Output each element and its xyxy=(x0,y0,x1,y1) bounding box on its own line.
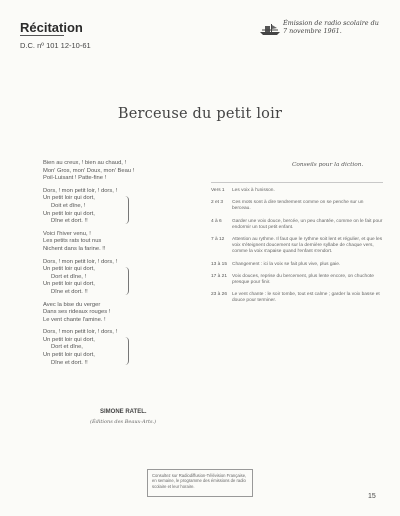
poem-line: Un petit loir qui dort, xyxy=(43,210,95,217)
note-ref: 23 à 26 xyxy=(211,292,228,298)
poem-line: Dîne et dort. !! xyxy=(51,218,88,225)
poem-line: Poil-Luisant ! Patte-fine ! xyxy=(43,175,107,182)
poem-line: Un petit loir qui dort, xyxy=(43,336,95,343)
diction-note xyxy=(211,200,383,212)
note-text: Ces mots sont à dire tendrement comme on se penche sur un berceau. xyxy=(232,200,364,212)
page-title: Berceuse du petit loir xyxy=(117,106,283,122)
section-heading: Récitation xyxy=(20,20,83,35)
poem-line: Mon' Gros, mon' Doux, mon' Beau ! xyxy=(43,167,135,174)
poem-line: Dors, ! mon petit loir, ! dors, ! xyxy=(43,329,118,336)
poem xyxy=(43,160,193,372)
poem-line: Voici l'hiver venu, ! xyxy=(43,230,91,237)
poem-line: Un petit loir qui dort, xyxy=(43,281,95,288)
note-text: Attention au rythme. Il faut que le rythme soit lent et régulier, et que les voix s'éteignent doucement sur la dernière syllabe de chaque vers, comme la voix s'apaise quand l'enfant s'endort. xyxy=(232,237,383,255)
poem-line: Dort et dîne, xyxy=(51,344,83,351)
poem-line: Doit et dîne, ! xyxy=(51,202,86,209)
note-ref: 13 à 15 xyxy=(211,261,228,267)
poem-line: Dors, ! mon petit loir, ! dors, ! xyxy=(43,187,118,194)
poem-line: Dîne et dort. !! xyxy=(51,288,88,295)
note-text: Les voix à l'unisson. xyxy=(232,188,275,193)
poem-brace xyxy=(125,337,129,365)
note-text: Voix douces, reprise du bercement, plus lente encore, on chuchote presque pour finir. xyxy=(232,273,374,286)
footer-notice-box: Consultez sur Radiodiffusion-Télévision Française, en semaine, le programme des émissions de radio scolaire et leur horaire. xyxy=(147,469,253,497)
broadcast-note: Émission de radio scolaire du 7 novembre 1961. xyxy=(283,19,379,35)
note-divider xyxy=(211,182,383,183)
diction-advice-heading: Conseils pour la diction. xyxy=(292,162,364,168)
poem-stanza xyxy=(43,329,193,367)
poem-stanza xyxy=(43,231,193,254)
poem-source: (Éditions des Beaux-Arts.) xyxy=(90,419,157,425)
note-ref: 17 à 21 xyxy=(211,273,228,279)
note-ref: 7 à 12 xyxy=(211,237,225,243)
note-text: Garder une voix douce, bercée, un peu chantée, comme on le fait pour endormir un tout petit enfant. xyxy=(232,218,383,230)
note-ref: 2 et 3 xyxy=(211,200,224,206)
diction-note xyxy=(211,219,383,231)
poem-line: Dors, ! mon petit loir, ! dors, ! xyxy=(43,258,118,265)
poem-line: Un petit loir qui dort, xyxy=(43,195,95,202)
poem-line: Dort et dîne, ! xyxy=(51,273,87,280)
diction-note xyxy=(211,188,383,194)
poem-stanza xyxy=(43,188,193,226)
page-number: 15 xyxy=(368,493,376,500)
diction-notes xyxy=(211,182,383,311)
note-ref: 4 à 6 xyxy=(211,218,222,224)
ship-icon xyxy=(259,22,281,36)
section-underline xyxy=(20,35,64,36)
diction-note xyxy=(211,292,383,304)
document-reference: D.C. nº 101 12-10-61 xyxy=(20,41,91,50)
poem-line: Dîne et dort. !! xyxy=(51,359,88,366)
poem-line: Avec la bise du verger xyxy=(43,301,101,308)
poem-stanza xyxy=(43,160,193,183)
poem-line: Le vent chante l'amine. ! xyxy=(43,316,106,323)
diction-note xyxy=(211,274,383,286)
note-ref: Vers 1 xyxy=(211,188,225,193)
poem-line: Nichent dans la farine. !! xyxy=(43,245,106,252)
diction-note xyxy=(211,237,383,256)
diction-note xyxy=(211,262,383,268)
poem-line: Un petit loir qui dort, xyxy=(43,352,95,359)
poem-brace xyxy=(125,267,129,295)
poem-line: Bien au creux, ! bien au chaud, ! xyxy=(43,160,127,166)
poem-brace xyxy=(125,196,129,224)
poem-stanza xyxy=(43,259,193,297)
poem-line: Dans ses rideaux rouges ! xyxy=(43,309,111,316)
note-text: Changement : ici la voix se fait plus vive, plus gaie. xyxy=(232,261,341,267)
note-text: Le vent chante : le soir tombe, tout est calme ; garder la voix basse et douce pour terminer. xyxy=(232,292,380,304)
poem-line: Un petit loir qui dort, xyxy=(43,266,95,273)
poem-stanza xyxy=(43,302,193,325)
poem-line: Les petits rats tout nus xyxy=(43,238,102,245)
poem-author: SIMONE RATEL. xyxy=(100,409,147,415)
